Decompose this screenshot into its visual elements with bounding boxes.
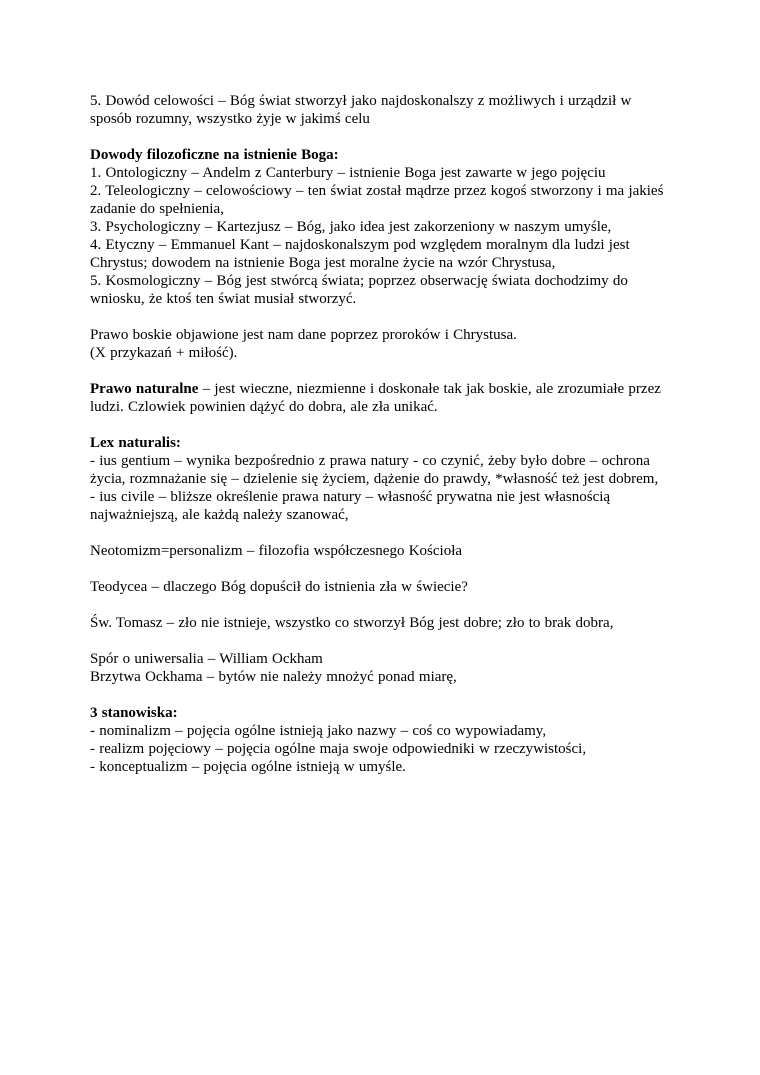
text-run: – jest wieczne, niezmienne i doskonałe tak jak boskie, ale zrozumiałe przez ludzi. Czlowiek powinien dążyć do dobra, ale zła unikać. — [90, 381, 661, 415]
paragraph — [90, 722, 675, 740]
paragraph — [90, 164, 675, 182]
text-run: Teodycea – dlaczego Bóg dopuścił do istnienia zła w świecie? — [90, 579, 468, 595]
text-block — [90, 326, 675, 362]
text-run: Spór o uniwersalia – William Ockham — [90, 651, 323, 667]
text-block — [90, 614, 675, 632]
paragraph — [90, 380, 675, 416]
text-run: 2. Teleologiczny – celowościowy – ten świat został mądrze przez kogoś stworzony i ma jakieś zadanie do spełnienia, — [90, 183, 664, 217]
text-run: - ius gentium – wynika bezpośrednio z prawa natury - co czynić, żeby było dobre – ochrona życia, rozmnażanie się – dzielenie się życiem, dążenie do prawdy, *własność też jest dobrem, — [90, 453, 659, 487]
text-run: 1. Ontologiczny – Andelm z Canterbury – istnienie Boga jest zawarte w jego pojęciu — [90, 165, 606, 181]
text-run: Neotomizm=personalizm – filozofia współczesnego Kościoła — [90, 543, 463, 559]
text-block — [90, 92, 675, 128]
paragraph — [90, 344, 675, 362]
text-run: Brzytwa Ockhama – bytów nie należy mnożyć ponad miarę, — [90, 669, 457, 685]
paragraph — [90, 614, 675, 632]
paragraph — [90, 650, 675, 668]
text-run: 5. Dowód celowości – Bóg świat stworzył jako najdoskonalszy z możliwych i urządził w sposób rozumny, wszystko żyje w jakimś celu — [90, 93, 632, 127]
text-block — [90, 434, 675, 524]
paragraph — [90, 236, 675, 272]
paragraph — [90, 92, 675, 128]
text-block — [90, 542, 675, 560]
bold-text-run: Lex naturalis: — [90, 435, 181, 451]
text-run: 4. Etyczny – Emmanuel Kant – najdoskonalszym pod względem moralnym dla ludzi jest Chrystus; dowodem na istnienie Boga jest moralne życie na wzór Chrystusa, — [90, 237, 630, 271]
text-block — [90, 578, 675, 596]
paragraph — [90, 218, 675, 236]
section-heading — [90, 434, 675, 452]
paragraph — [90, 452, 675, 488]
text-run: Św. Tomasz – zło nie istnieje, wszystko co stworzył Bóg jest dobre; zło to brak dobra, — [90, 615, 614, 631]
paragraph — [90, 488, 675, 524]
text-block — [90, 146, 675, 308]
text-block — [90, 650, 675, 686]
text-run: - konceptualizm – pojęcia ogólne istnieją w umyśle. — [90, 759, 406, 775]
bold-text-run: Dowody filozoficzne na istnienie Boga: — [90, 147, 339, 163]
text-run: - ius civile – bliższe określenie prawa natury – własność prywatna nie jest własnością najważniejszą, ale każdą należy szanować, — [90, 489, 611, 523]
paragraph — [90, 542, 675, 560]
text-run: Prawo boskie objawione jest nam dane poprzez proroków i Chrystusa. — [90, 327, 517, 343]
paragraph — [90, 272, 675, 308]
paragraph — [90, 740, 675, 758]
text-run: (X przykazań + miłość). — [90, 345, 238, 361]
text-run: 3. Psychologiczny – Kartezjusz – Bóg, jako idea jest zakorzeniony w naszym umyśle, — [90, 219, 612, 235]
bold-text-run: Prawo naturalne — [90, 381, 199, 397]
paragraph — [90, 182, 675, 218]
text-run: 5. Kosmologiczny – Bóg jest stwórcą świata; poprzez obserwację świata dochodzimy do wniosku, że ktoś ten świat musiał stworzyć. — [90, 273, 628, 307]
text-block — [90, 380, 675, 416]
paragraph — [90, 326, 675, 344]
text-block — [90, 704, 675, 776]
paragraph — [90, 578, 675, 596]
text-run: - realizm pojęciowy – pojęcia ogólne maja swoje odpowiedniki w rzeczywistości, — [90, 741, 587, 757]
bold-text-run: 3 stanowiska: — [90, 705, 178, 721]
text-run: - nominalizm – pojęcia ogólne istnieją jako nazwy – coś co wypowiadamy, — [90, 723, 547, 739]
section-heading — [90, 146, 675, 164]
paragraph — [90, 668, 675, 686]
paragraph — [90, 758, 675, 776]
section-heading — [90, 704, 675, 722]
